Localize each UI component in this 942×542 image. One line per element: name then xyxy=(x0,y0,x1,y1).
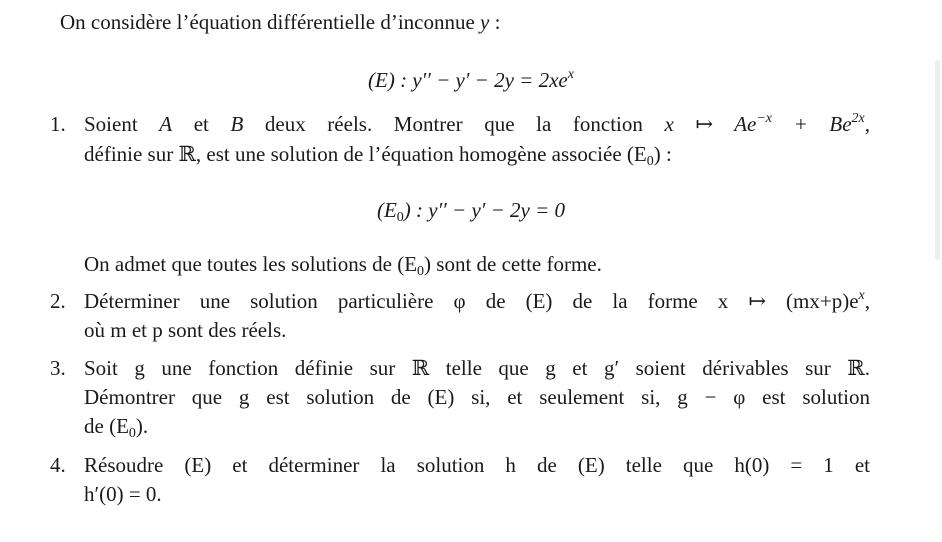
intro-colon: : xyxy=(489,10,501,34)
item-4-line-1: Résoudre (E) et déterminer la solution h de (E) telle que h(0) = 1 et xyxy=(84,453,870,477)
equation-E0 xyxy=(0,196,942,225)
item-1-exp-2: 2x xyxy=(851,111,865,126)
item-3-line-3-text: de (E xyxy=(84,414,129,438)
item-3-line-3-sub: 0 xyxy=(128,426,136,441)
item-1-line-2 xyxy=(84,140,870,169)
item-2-number: 2. xyxy=(50,289,66,313)
item-1-line-1 xyxy=(84,110,870,139)
item-1-note-sub: 0 xyxy=(417,264,425,279)
intro-variable: y xyxy=(480,10,490,34)
equation-E0-rest: ) : y′′ − y′ − 2y = 0 xyxy=(403,198,566,222)
item-1-exp-1: −x xyxy=(756,111,773,126)
equation-E0-start: (E xyxy=(376,198,397,222)
item-3-line-2: Démontrer que g est solution de (E) si, et seulement si, g − φ est solution xyxy=(84,385,870,409)
item-1-var-A: A xyxy=(159,112,173,136)
item-1-func-b: + Be xyxy=(772,112,852,136)
item-3-line-3-end: ). xyxy=(135,414,149,438)
item-1-line-2-sub: 0 xyxy=(646,154,654,169)
item-3-number: 3. xyxy=(50,356,66,380)
equation-E-body: (E) : y′′ − y′ − 2y = 2xe xyxy=(368,68,568,92)
item-1-number: 1. xyxy=(50,112,66,136)
equation-E xyxy=(0,66,942,95)
item-1-line-2-end: ) : xyxy=(653,142,672,166)
item-1-text-a: Soient xyxy=(84,112,160,136)
item-3-line-1: Soit g une fonction définie sur ℝ telle que g et g′ soient dérivables sur ℝ. xyxy=(84,356,870,380)
item-1-func-a: x ↦ Ae xyxy=(664,112,757,136)
item-1-text-b: et xyxy=(172,112,231,136)
item-2-exp: x xyxy=(858,288,865,303)
item-4-line-2: h′(0) = 0. xyxy=(84,482,162,506)
intro-text xyxy=(60,8,500,37)
item-4-number: 4. xyxy=(50,453,66,477)
item-1-text-c: deux réels. Montrer que la fonction xyxy=(243,112,665,136)
item-2-comma: , xyxy=(864,289,870,313)
equation-E0-sub: 0 xyxy=(396,210,404,225)
item-1-note xyxy=(84,250,870,279)
item-2-text: Déterminer une solution particulière φ de (E) de la forme x ↦ (mx+p)e xyxy=(84,289,859,313)
item-2-line-1 xyxy=(84,287,870,316)
item-1-note-text: On admet que toutes les solutions de (E xyxy=(84,252,418,276)
item-3-line-3 xyxy=(84,412,870,441)
item-1-comma: , xyxy=(864,112,871,136)
item-2-line-2: où m et p sont des réels. xyxy=(84,318,287,342)
item-1-line-2-text: définie sur ℝ, est une solution de l’équation homogène associée (E xyxy=(84,142,647,166)
scrollbar[interactable] xyxy=(935,60,940,260)
item-1-note-end: ) sont de cette forme. xyxy=(424,252,602,276)
equation-E-exponent: x xyxy=(567,67,574,82)
item-1-var-B: B xyxy=(230,112,244,136)
intro-sentence: On considère l’équation différentielle d’inconnue xyxy=(60,10,475,34)
